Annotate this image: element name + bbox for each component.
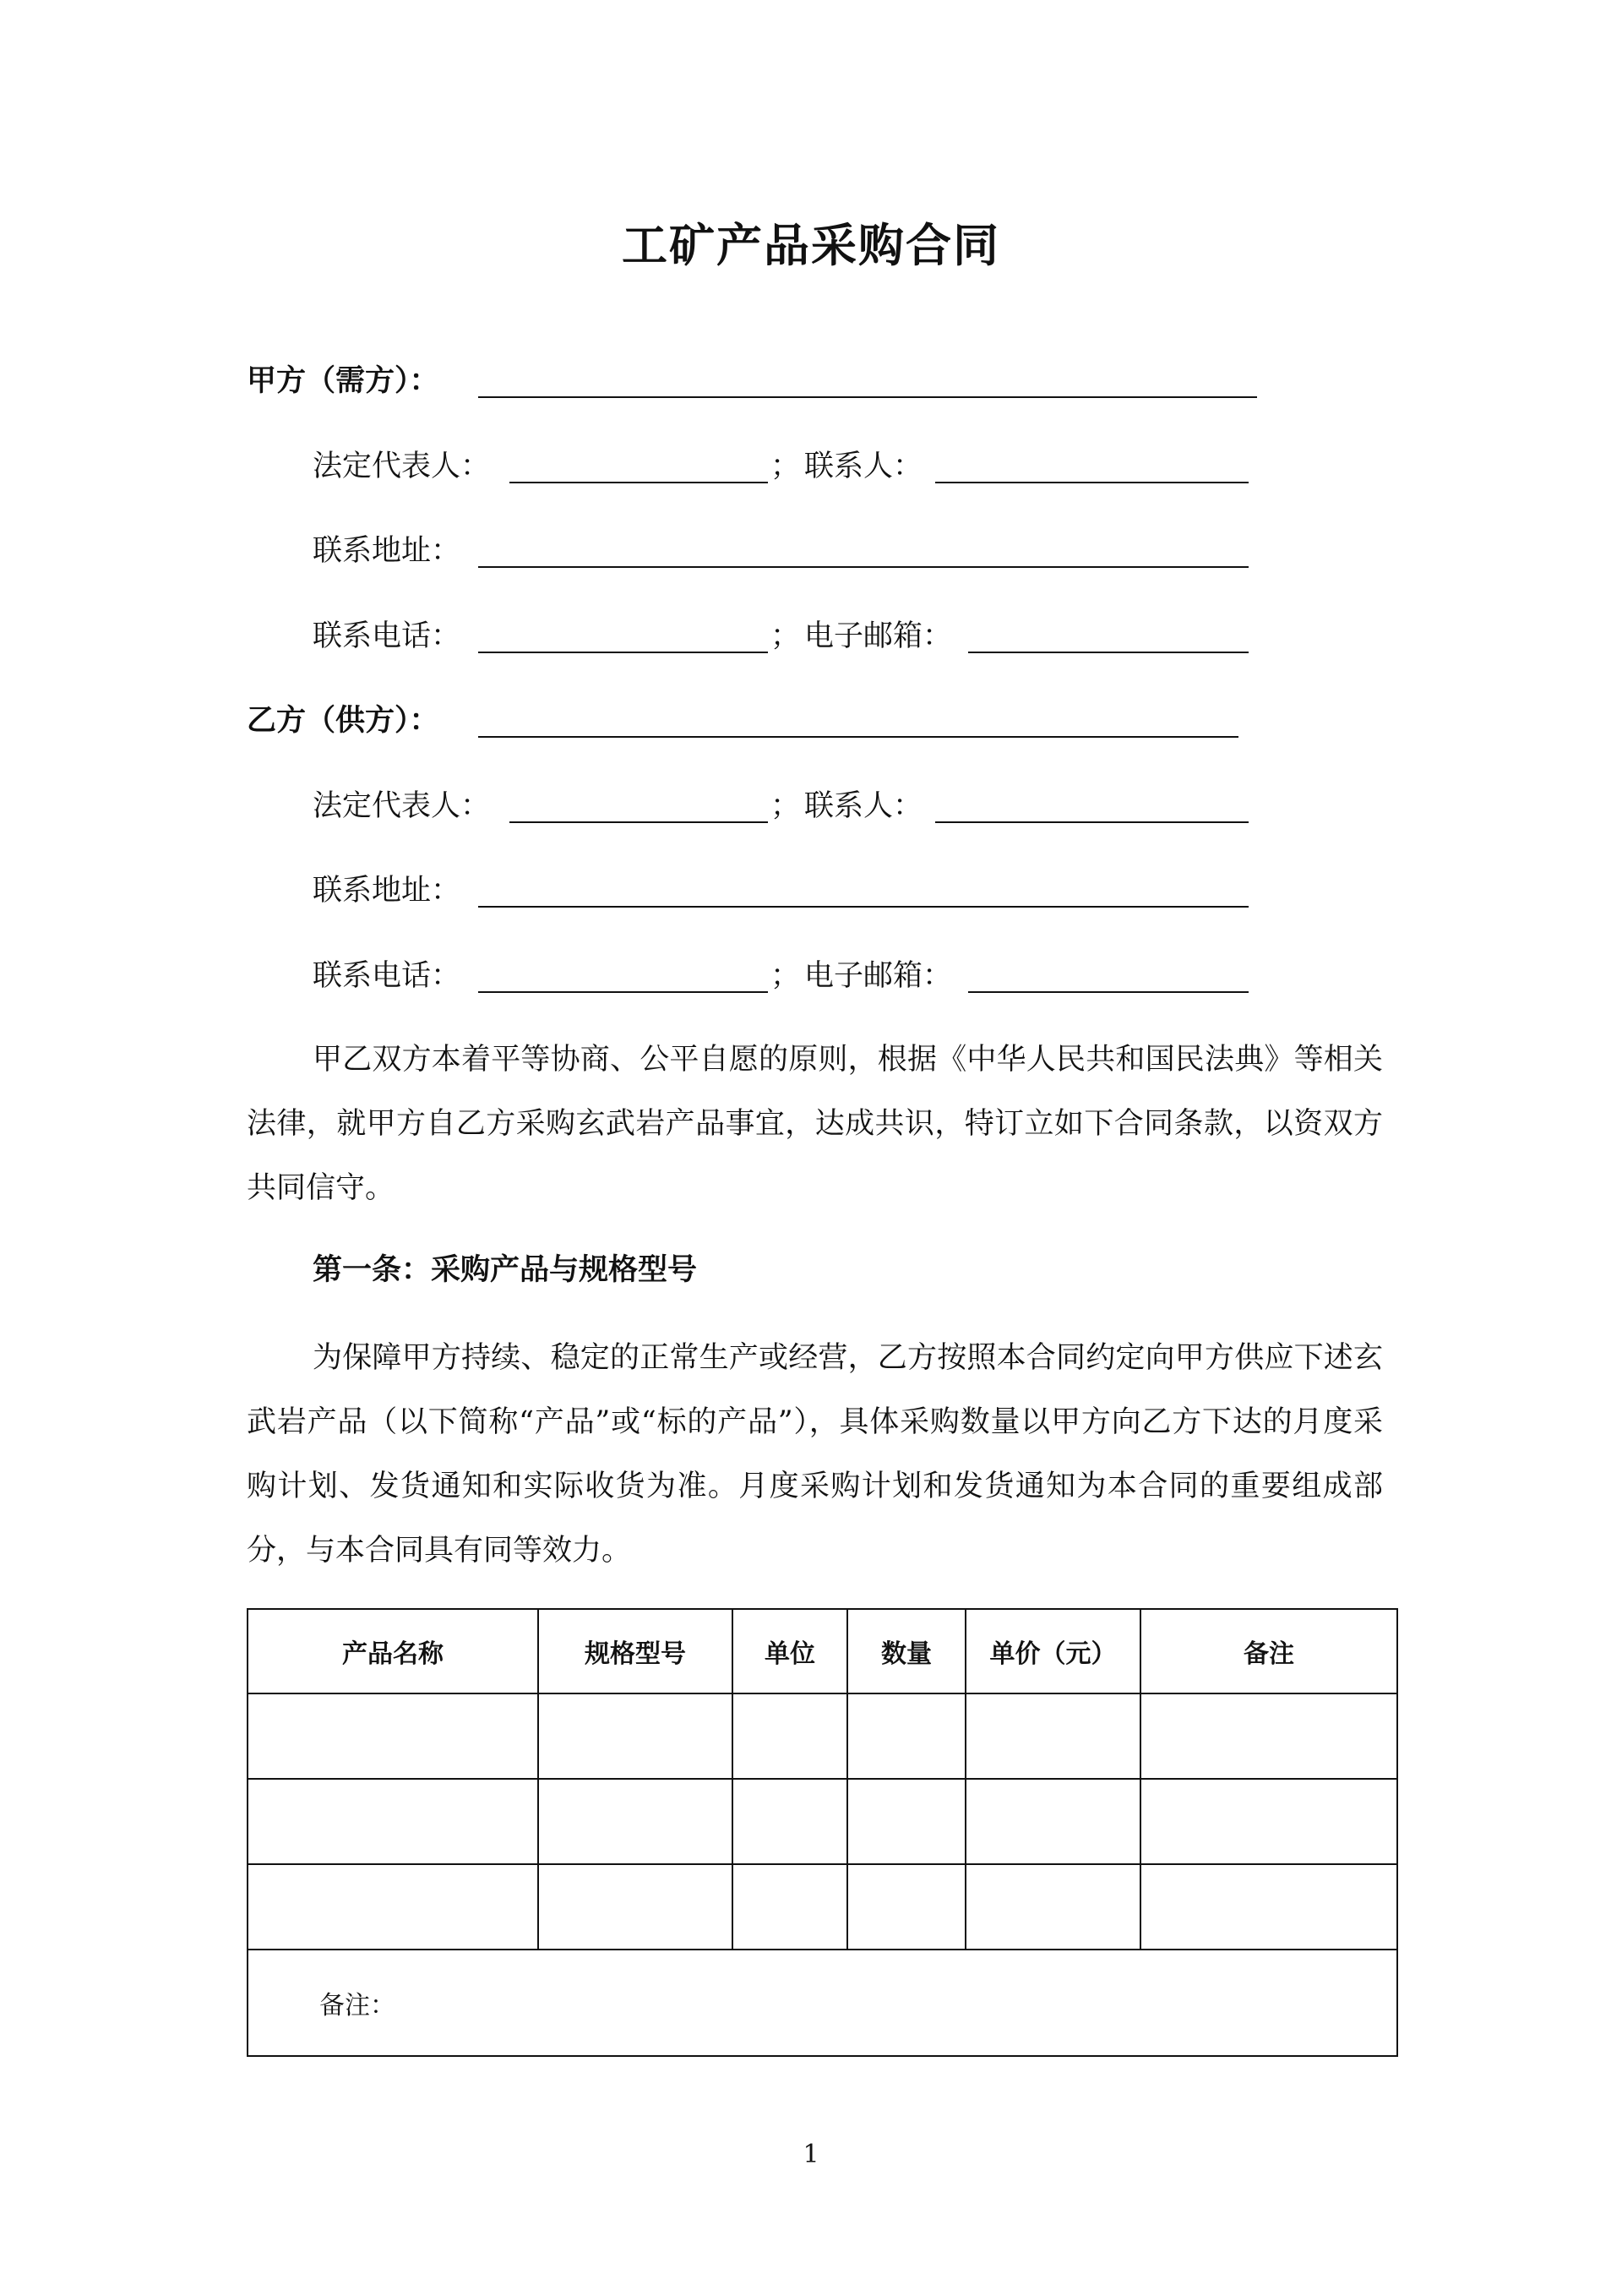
party-a-name-field[interactable] — [478, 396, 1257, 398]
table-cell[interactable] — [1140, 1864, 1397, 1950]
party-b-name-field[interactable] — [478, 736, 1238, 738]
party-b-address-field[interactable] — [478, 906, 1249, 908]
party-a-contact-field[interactable] — [935, 482, 1249, 483]
table-cell[interactable] — [1140, 1693, 1397, 1779]
table-cell[interactable] — [248, 1864, 538, 1950]
article-1-body: 为保障甲方持续、稳定的正常生产或经营，乙方按照本合同约定向甲方供应下述玄武岩产品（以下简称“产品”或“标的产品”），具体采购数量以甲方向乙方下达的月度采购计划、发货通知和实际收货为准。月度采购计划和发货通知为本合同的重要组成部分，与本合同具有同等效力。 — [247, 1341, 1383, 1568]
table-header-row — [248, 1609, 1397, 1693]
party-a-phone-field[interactable] — [478, 652, 768, 653]
table-cell[interactable] — [732, 1779, 847, 1864]
separator: ； — [770, 789, 801, 823]
table-row — [248, 1864, 1397, 1950]
table-cell[interactable] — [966, 1864, 1140, 1950]
table-cell[interactable] — [732, 1864, 847, 1950]
table-cell[interactable] — [847, 1864, 966, 1950]
party-a-address-label: 联系地址： — [313, 534, 461, 568]
table-cell[interactable] — [847, 1693, 966, 1779]
party-b-contact-field[interactable] — [935, 821, 1249, 823]
party-b-legal-rep-label: 法定代表人： — [313, 789, 491, 823]
party-b-phone-label: 联系电话： — [313, 959, 461, 993]
party-a-email-label: 电子邮箱： — [804, 619, 953, 653]
table-cell[interactable] — [248, 1779, 538, 1864]
table-cell[interactable] — [732, 1693, 847, 1779]
column-header-remarks: 备注 — [1140, 1609, 1397, 1693]
article-1-heading: 第一条：采购产品与规格型号 — [313, 1253, 698, 1287]
column-header-unit-price: 单价（元） — [966, 1609, 1140, 1693]
table-cell[interactable] — [1140, 1779, 1397, 1864]
column-header-spec-model: 规格型号 — [538, 1609, 732, 1693]
separator: ； — [770, 619, 801, 653]
party-b-address-label: 联系地址： — [313, 874, 461, 908]
column-header-unit: 单位 — [732, 1609, 847, 1693]
table-row — [248, 1779, 1397, 1864]
column-header-product-name: 产品名称 — [248, 1609, 538, 1693]
table-cell[interactable] — [248, 1693, 538, 1779]
table-row — [248, 1693, 1397, 1779]
separator: ； — [770, 450, 801, 483]
party-a-legal-rep-field[interactable] — [509, 482, 768, 483]
separator: ； — [770, 959, 801, 993]
product-spec-table — [247, 1608, 1398, 2057]
page-number: 1 — [803, 2140, 819, 2169]
party-a-legal-rep-label: 法定代表人： — [313, 450, 491, 483]
party-a-phone-label: 联系电话： — [313, 619, 461, 653]
party-a-email-field[interactable] — [968, 652, 1249, 653]
document-title: 工矿产品采购合同 — [622, 219, 1000, 272]
table-note-label[interactable]: 备注： — [248, 1950, 1397, 2056]
table-cell[interactable] — [538, 1864, 732, 1950]
table-cell[interactable] — [966, 1693, 1140, 1779]
table-note-row — [248, 1950, 1397, 2056]
party-a-contact-label: 联系人： — [804, 450, 923, 483]
table-cell[interactable] — [847, 1779, 966, 1864]
party-b-contact-label: 联系人： — [804, 789, 923, 823]
table-cell[interactable] — [538, 1693, 732, 1779]
party-b-email-label: 电子邮箱： — [804, 959, 953, 993]
party-b-label: 乙方（供方）： — [247, 704, 439, 738]
intro-paragraph: 甲乙双方本着平等协商、公平自愿的原则，根据《中华人民共和国民法典》等相关法律，就甲方自乙方采购玄武岩产品事宜，达成共识，特订立如下合同条款，以资双方共同信守。 — [247, 1043, 1383, 1205]
party-a-label: 甲方（需方）： — [247, 364, 439, 398]
party-b-phone-field[interactable] — [478, 991, 768, 993]
party-a-address-field[interactable] — [478, 566, 1249, 568]
column-header-quantity: 数量 — [847, 1609, 966, 1693]
party-b-legal-rep-field[interactable] — [509, 821, 768, 823]
party-b-email-field[interactable] — [968, 991, 1249, 993]
table-cell[interactable] — [966, 1779, 1140, 1864]
table-cell[interactable] — [538, 1779, 732, 1864]
